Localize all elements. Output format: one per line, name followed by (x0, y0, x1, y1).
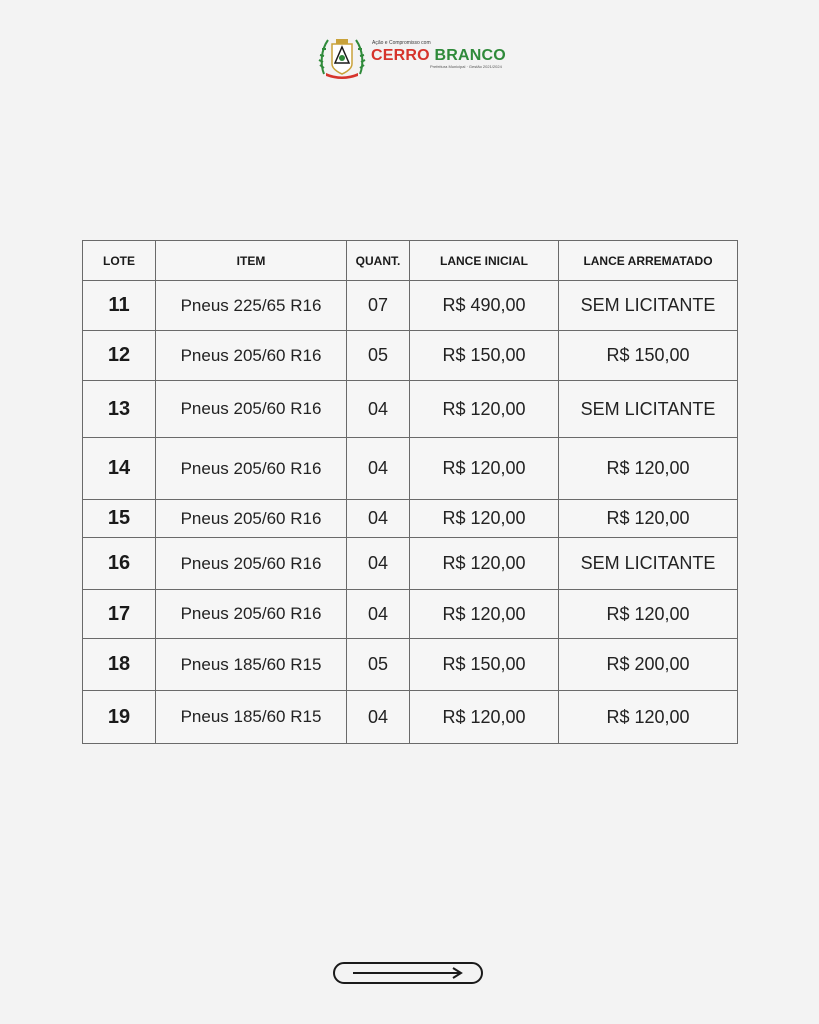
column-header-lote: LOTE (83, 241, 156, 281)
municipal-logo (318, 34, 504, 80)
quantity-cell: 04 (347, 381, 410, 438)
table-row (83, 281, 738, 331)
initial-bid-cell: R$ 120,00 (410, 590, 559, 639)
lote-cell: 18 (83, 639, 156, 691)
lote-cell: 19 (83, 691, 156, 744)
lote-cell: 16 (83, 538, 156, 590)
table-row (83, 438, 738, 500)
lote-cell: 12 (83, 331, 156, 381)
quantity-cell: 04 (347, 691, 410, 744)
lote-cell: 17 (83, 590, 156, 639)
quantity-cell: 04 (347, 538, 410, 590)
initial-bid-cell: R$ 150,00 (410, 639, 559, 691)
initial-bid-cell: R$ 120,00 (410, 538, 559, 590)
column-header-lance-inicial: LANCE INICIAL (410, 241, 559, 281)
logo-tagline: Ação e Compromisso com (372, 40, 431, 46)
initial-bid-cell: R$ 490,00 (410, 281, 559, 331)
winning-bid-cell: R$ 120,00 (559, 590, 738, 639)
quantity-cell: 05 (347, 639, 410, 691)
winning-bid-cell: SEM LICITANTE (559, 281, 738, 331)
item-cell: Pneus 205/60 R16 (156, 381, 347, 438)
quantity-cell: 04 (347, 500, 410, 538)
lote-cell: 13 (83, 381, 156, 438)
logo-name-second: BRANCO (434, 47, 506, 64)
item-cell: Pneus 205/60 R16 (156, 438, 347, 500)
initial-bid-cell: R$ 150,00 (410, 331, 559, 381)
table-row (83, 639, 738, 691)
lote-cell: 14 (83, 438, 156, 500)
winning-bid-cell: R$ 120,00 (559, 500, 738, 538)
column-header-quant: QUANT. (347, 241, 410, 281)
arrow-right-icon (353, 967, 465, 979)
logo-subline: Prefeitura Municipal · Gestão 2021/2024 (430, 64, 502, 69)
quantity-cell: 04 (347, 590, 410, 639)
column-header-item: ITEM (156, 241, 347, 281)
table-header-row (83, 241, 738, 281)
winning-bid-cell: R$ 120,00 (559, 438, 738, 500)
item-cell: Pneus 205/60 R16 (156, 538, 347, 590)
winning-bid-cell: SEM LICITANTE (559, 381, 738, 438)
table-row (83, 691, 738, 744)
quantity-cell: 07 (347, 281, 410, 331)
lote-cell: 15 (83, 500, 156, 538)
quantity-cell: 04 (347, 438, 410, 500)
item-cell: Pneus 225/65 R16 (156, 281, 347, 331)
initial-bid-cell: R$ 120,00 (410, 500, 559, 538)
next-page-button[interactable] (333, 962, 483, 984)
item-cell: Pneus 205/60 R16 (156, 590, 347, 639)
logo-name (371, 47, 506, 65)
table-row (83, 538, 738, 590)
lote-cell: 11 (83, 281, 156, 331)
item-cell: Pneus 185/60 R15 (156, 691, 347, 744)
item-cell: Pneus 205/60 R16 (156, 331, 347, 381)
logo-name-first: CERRO (371, 47, 430, 64)
item-cell: Pneus 205/60 R16 (156, 500, 347, 538)
winning-bid-cell: R$ 150,00 (559, 331, 738, 381)
initial-bid-cell: R$ 120,00 (410, 691, 559, 744)
winning-bid-cell: SEM LICITANTE (559, 538, 738, 590)
initial-bid-cell: R$ 120,00 (410, 381, 559, 438)
table-row (83, 381, 738, 438)
table-row (83, 500, 738, 538)
table-row (83, 331, 738, 381)
winning-bid-cell: R$ 200,00 (559, 639, 738, 691)
item-cell: Pneus 185/60 R15 (156, 639, 347, 691)
initial-bid-cell: R$ 120,00 (410, 438, 559, 500)
winning-bid-cell: R$ 120,00 (559, 691, 738, 744)
table-row (83, 590, 738, 639)
auction-results-table (82, 240, 738, 744)
quantity-cell: 05 (347, 331, 410, 381)
column-header-lance-arrematado: LANCE ARREMATADO (559, 241, 738, 281)
coat-of-arms-icon (318, 34, 366, 80)
